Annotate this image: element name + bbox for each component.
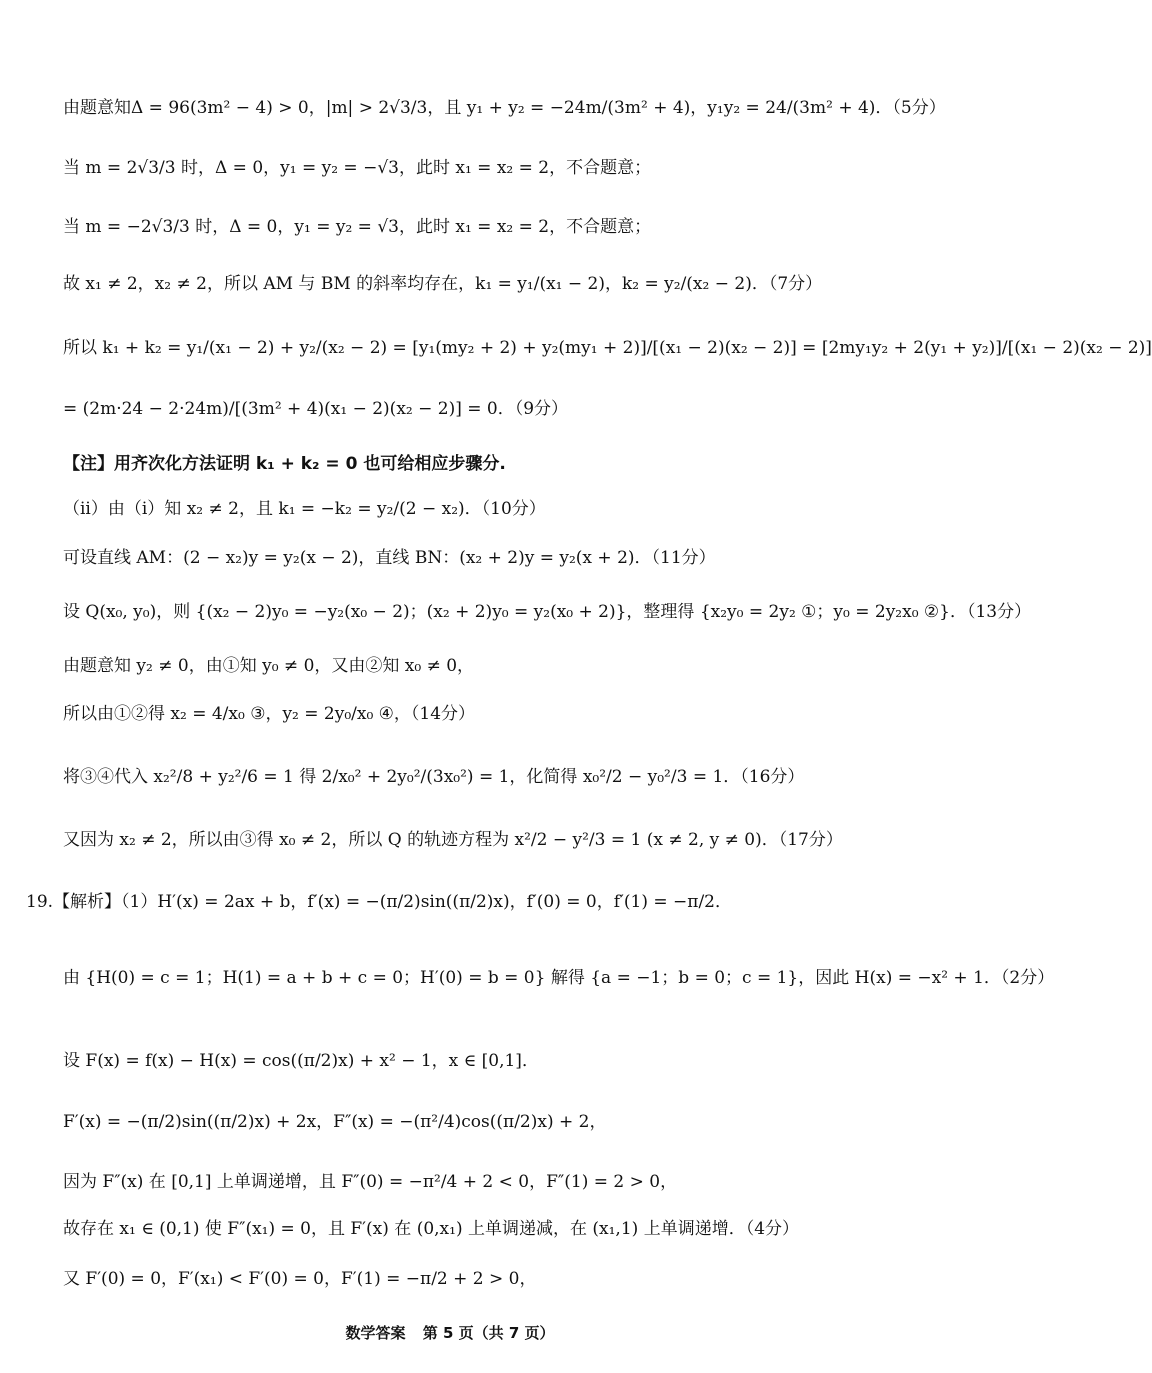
line-h-system: 由 {H(0) = c = 1；H(1) = a + b + c = 0；H′(0) = b = 0} 解得 {a = −1；b = 0；c = 1}，因此 H(x) = −x² + 1．（2分） xyxy=(63,968,1055,988)
line-substitute: 所以由①②得 x₂ = 4/x₀ ③，y₂ = 2y₀/x₀ ④，（14分） xyxy=(63,704,476,724)
line-6: = (2m·24 − 2·24m)/[(3m² + 4)(x₁ − 2)(x₂ − 2)] = 0．（9分） xyxy=(63,399,569,419)
page-footer xyxy=(0,1322,900,1343)
line-simplify: 将③④代入 x₂²/8 + y₂²/6 = 1 得 2/x₀² + 2y₀²/(3x₀²) = 1，化简得 x₀²/2 − y₀²/3 = 1．（16分） xyxy=(63,767,805,787)
q19-header: 19.【解析】（1）H′(x) = 2ax + b，f′(x) = −(π/2)sin((π/2)x)，f′(0) = 0，f′(1) = −π/2． xyxy=(26,892,732,912)
line-3: 当 m = −2√3/3 时，Δ = 0，y₁ = y₂ = √3，此时 x₁ = x₂ = 2，不合题意； xyxy=(63,217,652,237)
line-nonzero: 由题意知 y₂ ≠ 0，由①知 y₀ ≠ 0，又由②知 x₀ ≠ 0， xyxy=(63,656,475,676)
footer-page-number: 第 5 页（共 7 页） xyxy=(422,1324,555,1342)
line-define-f: 设 F(x) = f(x) − H(x) = cos((π/2)x) + x² − 1，x ∈ [0,1]． xyxy=(63,1051,539,1071)
line-4: 故 x₁ ≠ 2，x₂ ≠ 2，所以 AM 与 BM 的斜率均存在，k₁ = y₁/(x₁ − 2)，k₂ = y₂/(x₂ − 2)．（7分） xyxy=(63,274,823,294)
line-monotone: 因为 F″(x) 在 [0,1] 上单调递增，且 F″(0) = −π²/4 + 2 < 0，F″(1) = 2 > 0， xyxy=(63,1172,678,1192)
line-derivatives: F′(x) = −(π/2)sin((π/2)x) + 2x，F″(x) = −(π²/4)cos((π/2)x) + 2， xyxy=(63,1112,607,1132)
line-locus: 又因为 x₂ ≠ 2，所以由③得 x₀ ≠ 2，所以 Q 的轨迹方程为 x²/2 − y²/3 = 1 (x ≠ 2, y ≠ 0)．（17分） xyxy=(63,830,843,850)
line-2: 当 m = 2√3/3 时，Δ = 0，y₁ = y₂ = −√3，此时 x₁ = x₂ = 2，不合题意； xyxy=(63,158,652,178)
line-1: 由题意知Δ = 96(3m² − 4) > 0，|m| > 2√3/3，且 y₁ + y₂ = −24m/(3m² + 4)，y₁y₂ = 24/(3m² + 4)．（5分） xyxy=(63,98,946,118)
footer-subject: 数学答案 xyxy=(345,1324,406,1342)
line-exists: 故存在 x₁ ∈ (0,1) 使 F″(x₁) = 0，且 F′(x) 在 (0,x₁) 上单调递减，在 (x₁,1) 上单调递增．（4分） xyxy=(63,1219,800,1239)
note-line: 【注】用齐次化方法证明 k₁ + k₂ = 0 也可给相应步骤分. xyxy=(63,454,506,474)
line-ii: （ii）由（i）知 x₂ ≠ 2，且 k₁ = −k₂ = y₂/(2 − x₂)．（10分） xyxy=(63,499,546,519)
line-values: 又 F′(0) = 0，F′(x₁) < F′(0) = 0，F′(1) = −π/2 + 2 > 0， xyxy=(63,1269,537,1289)
line-system: 设 Q(x₀, y₀)，则 {(x₂ − 2)y₀ = −y₂(x₀ − 2)；(x₂ + 2)y₀ = y₂(x₀ + 2)}，整理得 {x₂y₀ = 2y₂ ①；y₀ = 2y₂x₀ ②}．（13分） xyxy=(63,602,1032,622)
line-lines-am-bn: 可设直线 AM：(2 − x₂)y = y₂(x − 2)，直线 BN：(x₂ + 2)y = y₂(x + 2)．（11分） xyxy=(63,548,716,568)
line-5: 所以 k₁ + k₂ = y₁/(x₁ − 2) + y₂/(x₂ − 2) = [y₁(my₂ + 2) + y₂(my₁ + 2)]/[(x₁ − 2)(x₂ − 2)] = [2my₁y₂ + 2(y₁ + y₂)]/[(x₁ − 2)(x₂ − 2)] xyxy=(63,338,1152,358)
